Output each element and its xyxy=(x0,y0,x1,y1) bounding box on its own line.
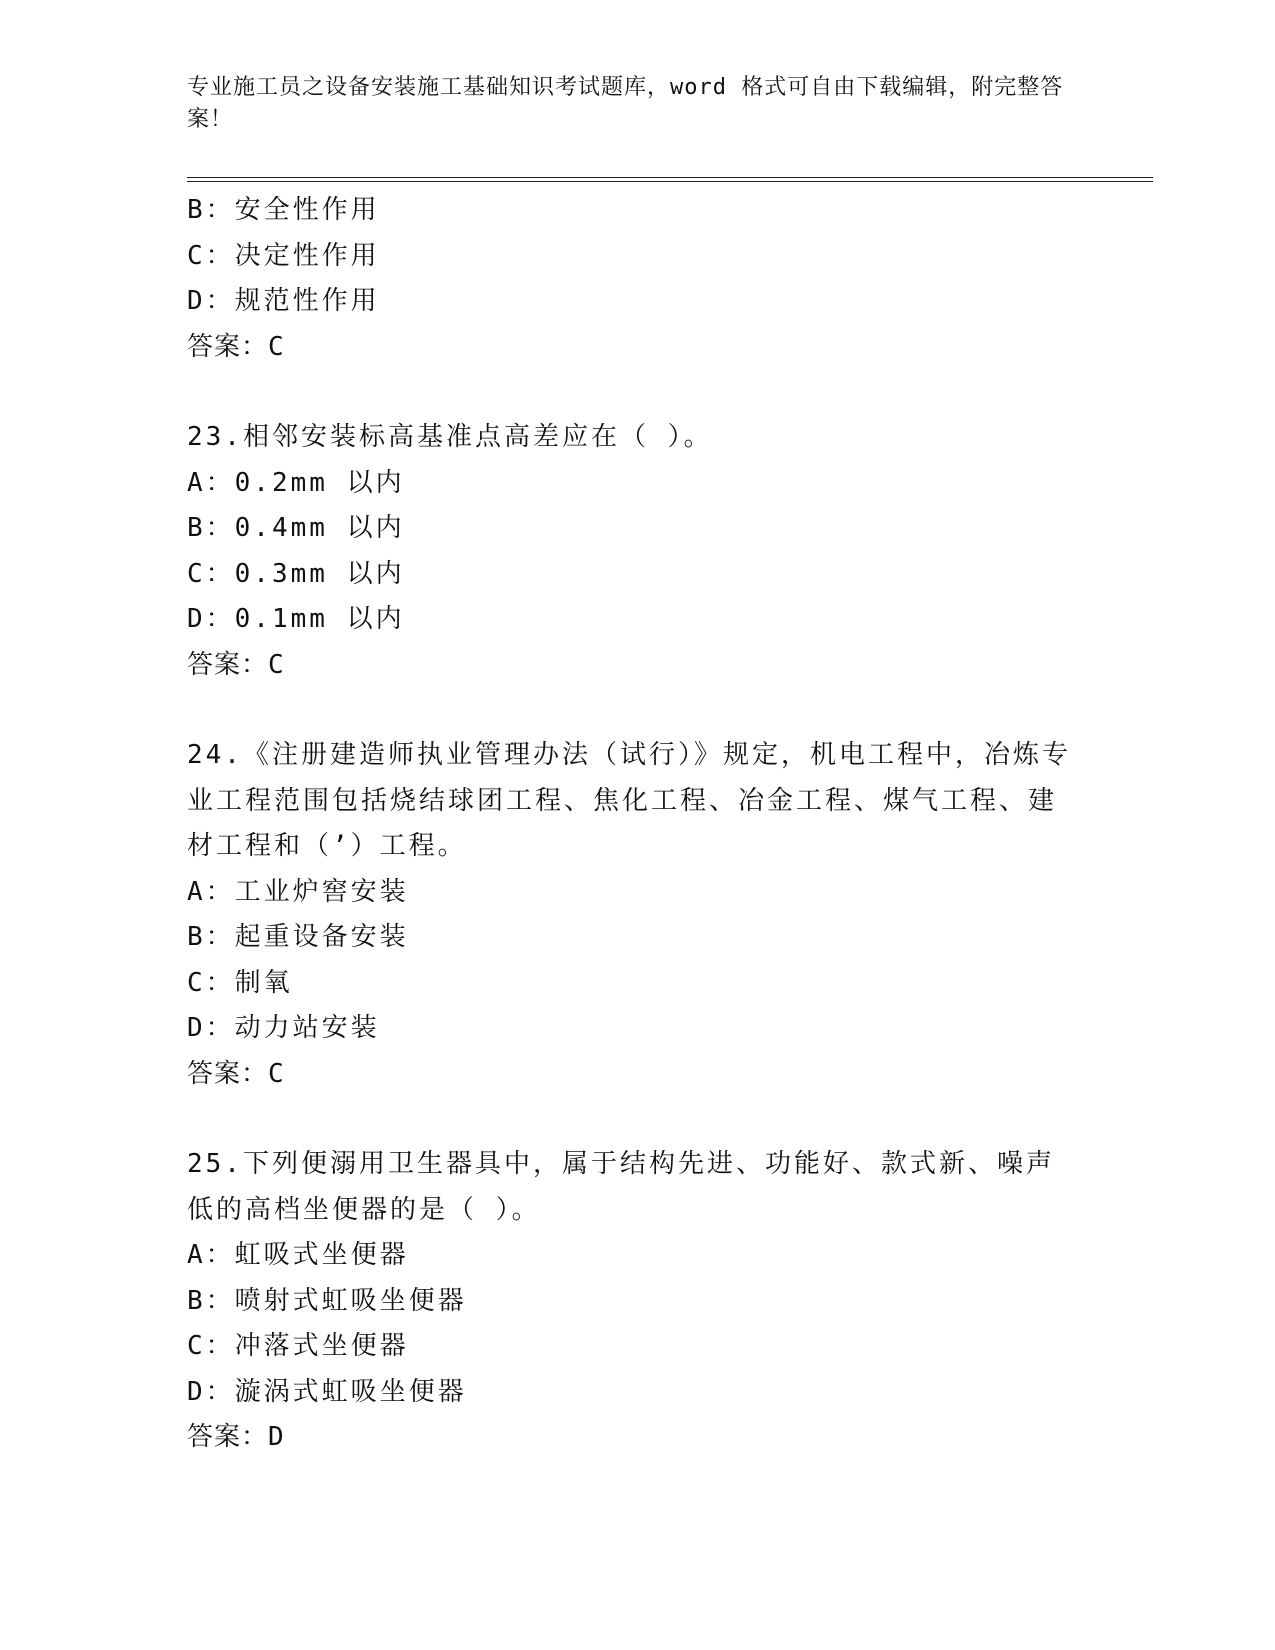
option-c: C：冲落式坐便器 xyxy=(187,1331,409,1361)
option-d: D：漩涡式虹吸坐便器 xyxy=(187,1376,467,1407)
question-stem: 24.《注册建造师执业管理办法（试行）》规定，机电工程中，冶炼专业工程范围包括烧结球团工程、焦化工程、冶金工程、煤气工程、建材工程和（’）工程。 xyxy=(187,740,1071,861)
header-divider-top xyxy=(187,177,1153,178)
option-a: A：0.2mm 以内 xyxy=(187,467,405,498)
option-c: C：制氧 xyxy=(187,967,293,998)
option-a: A：虹吸式坐便器 xyxy=(187,1240,409,1270)
question-list xyxy=(187,188,1087,1461)
question-23 xyxy=(187,415,1087,688)
question-24 xyxy=(187,733,1087,1097)
option-c: C：决定性作用 xyxy=(187,240,380,271)
answer-line: 答案：D xyxy=(187,1422,285,1452)
option-d: D：动力站安装 xyxy=(187,1013,380,1043)
option-d: D：0.1mm 以内 xyxy=(187,604,405,634)
option-b: B：起重设备安装 xyxy=(187,922,409,952)
option-b: B：0.4mm 以内 xyxy=(187,513,405,543)
header-divider-bottom xyxy=(187,181,1153,182)
option-b: B：安全性作用 xyxy=(187,195,380,225)
option-c: C：0.3mm 以内 xyxy=(187,558,405,589)
option-a: A：工业炉窖安装 xyxy=(187,876,409,907)
answer-line: 答案：C xyxy=(187,1058,285,1089)
answer-line: 答案：C xyxy=(187,649,285,680)
question-25 xyxy=(187,1142,1087,1461)
option-b: B：喷射式虹吸坐便器 xyxy=(187,1285,467,1316)
option-d: D：规范性作用 xyxy=(187,286,380,316)
question-stem: 23.相邻安装标高基准点高差应在（ ）。 xyxy=(187,422,713,452)
answer-line: 答案：C xyxy=(187,331,285,362)
question-22-continued xyxy=(187,188,1087,370)
document-header: 专业施工员之设备安装施工基础知识考试题库，word 格式可自由下载编辑，附完整答案！ xyxy=(187,75,1064,132)
question-stem: 25.下列便溺用卫生器具中，属于结构先进、功能好、款式新、噪声低的高档坐便器的是（ ）。 xyxy=(187,1149,1055,1225)
